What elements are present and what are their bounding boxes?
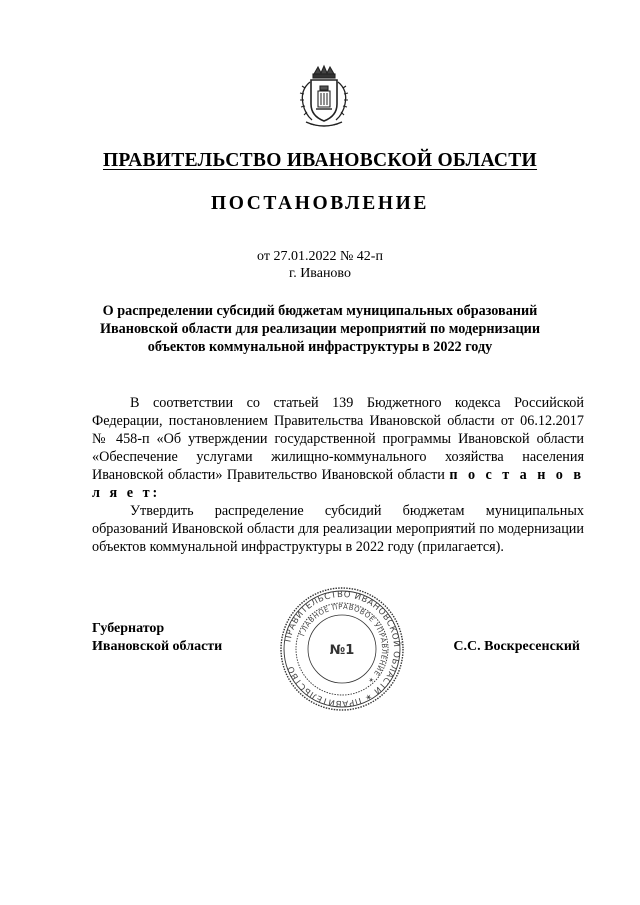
decree-word: п о с т а н о в л я е т: <box>92 467 585 501</box>
seal-number: №1 <box>329 643 355 658</box>
svg-text:ГЛАВНОЕ ПРАВОВОЕ УПРАВЛЕНИЕ ✶: ГЛАВНОЕ ПРАВОВОЕ УПРАВЛЕНИЕ ✶ <box>298 602 389 685</box>
official-seal-stamp <box>278 585 406 713</box>
signatory-position <box>92 620 222 656</box>
document-date-number: от 27.01.2022 № 42-п <box>257 249 383 264</box>
subject-line: Ивановской области для реализации мероприятий по модернизации <box>99 321 540 337</box>
government-title: ПРАВИТЕЛЬСТВО ИВАНОВСКОЙ ОБЛАСТИ <box>102 150 538 171</box>
preamble-paragraph <box>92 394 584 502</box>
subject-line: объектов коммунальной инфраструктуры в 2022 году <box>147 339 493 355</box>
preamble-text: В соответствии со статьей 139 Бюджетного кодекса Российской Федерации, постановлением Правительства Ивановской области от 06.12.2017 № 458-п «Об утверждении государственной программы Ивановской области «Обеспечение услугами жилищно-коммунального хозяйства населения Ивановской области» Правительство Ивановской области <box>92 395 584 483</box>
resolution-paragraph: Утвердить распределение субсидий бюджетам муниципальных образований Ивановской области для реализации мероприятий по модернизации объектов коммунальной инфраструктуры в 2022 году (прилагается). <box>92 503 584 555</box>
signatory-position-line: Губернатор <box>92 621 165 636</box>
svg-text:ПРАВИТЕЛЬСТВО ИВАНОВСКОЙ ОБЛАС: ПРАВИТЕЛЬСТВО ИВАНОВСКОЙ ОБЛАСТИ ✶ ПРАВИТЕЛЬСТВО <box>283 589 402 709</box>
document-type-heading: ПОСТАНОВЛЕНИЕ <box>210 193 430 214</box>
document-body <box>92 394 584 556</box>
document-city: г. Иваново <box>289 266 351 281</box>
subject-line: О распределении субсидий бюджетам муниципальных образований <box>102 303 538 319</box>
document-subject <box>70 302 570 356</box>
signatory-position-line: Ивановской области <box>92 639 223 654</box>
signatory-name: С.С. Воскресенский <box>453 639 580 654</box>
ivanovo-coat-of-arms-icon <box>296 64 352 132</box>
